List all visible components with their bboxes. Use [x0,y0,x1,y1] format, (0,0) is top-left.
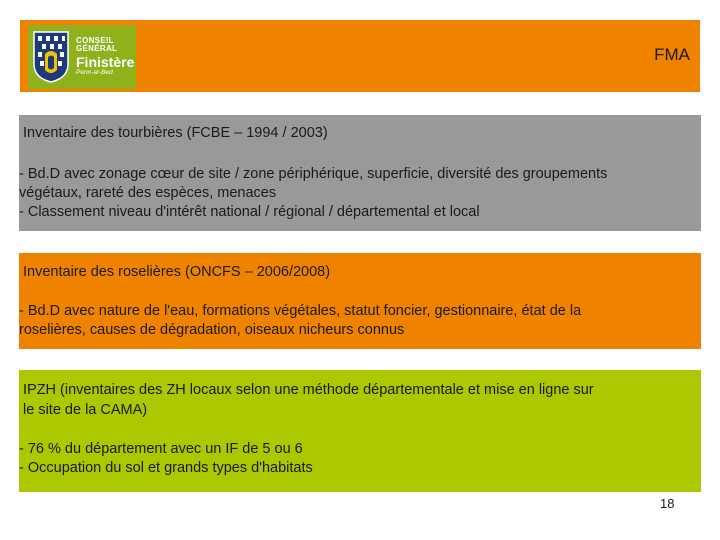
logo-line-finistere: Finistère [76,53,135,70]
page-number: 18 [660,496,675,511]
body-line: - Classement niveau d'intérêt national / régional / départemental et local [19,204,480,220]
header-banner [20,20,700,92]
title-line: le site de la CAMA) [23,402,148,418]
finistere-shield-icon [32,30,70,84]
section-body [19,165,693,222]
section-body [19,440,693,478]
logo-line-conseil: CONSEIL [76,35,114,45]
logo-line-general: GÉNÉRAL [76,44,118,54]
section-ipzh [19,370,701,492]
body-line: végétaux, rareté des espèces, menaces [19,185,277,201]
title-line: IPZH (inventaires des ZH locaux selon une méthode départementale et mise en ligne sur [23,382,594,398]
body-line: - Occupation du sol et grands types d'habitats [19,460,313,476]
section-title [23,380,693,420]
section-tourbieres [19,115,701,231]
logo-line-penn-ar-bed: Penn-ar-Bed [76,69,113,77]
body-line: - 76 % du département avec un IF de 5 ou 6 [19,441,303,457]
conseil-general-finistere-logo [28,25,136,89]
section-title: Inventaire des roselières (ONCFS – 2006/2008) [23,264,331,280]
section-body [19,302,693,340]
section-title: Inventaire des tourbières (FCBE – 1994 / 2003) [23,125,328,141]
logo-wordmark [76,37,134,77]
body-line: - Bd.D avec zonage cœur de site / zone périphérique, superficie, diversité des groupements [19,166,608,182]
body-line: - Bd.D avec nature de l'eau, formations végétales, statut foncier, gestionnaire, état de la [19,303,582,319]
section-roselieres [19,253,701,349]
header-label: FMA [654,45,690,64]
body-line: roselières, causes de dégradation, oiseaux nicheurs connus [19,322,405,338]
